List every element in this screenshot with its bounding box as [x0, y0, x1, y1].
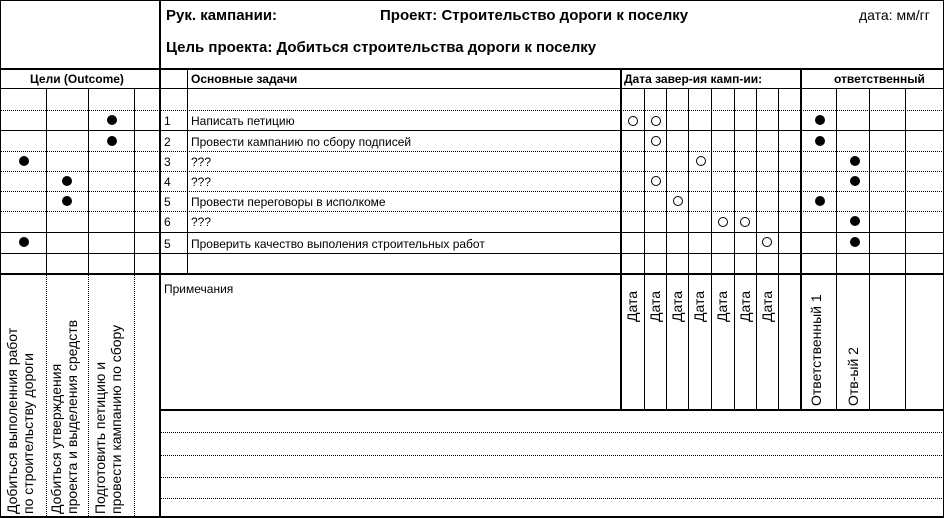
note-line	[160, 477, 944, 478]
task-text: ???	[191, 215, 212, 229]
frame-left	[0, 0, 1, 518]
responsible-marker	[815, 196, 825, 206]
task-number: 1	[164, 114, 171, 128]
date-header: Дата	[737, 290, 753, 322]
task-number: 3	[164, 155, 171, 169]
task-number: 6	[164, 215, 171, 229]
date-block-left	[620, 68, 622, 409]
date-col-line	[778, 88, 779, 409]
row-line	[0, 232, 944, 233]
outcome-label	[48, 320, 80, 514]
task-number: 5	[164, 237, 171, 251]
notes-divider	[160, 409, 944, 411]
date-header: Дата	[669, 290, 685, 322]
outcome-label-line: Подготовить петицию и	[92, 361, 108, 514]
task-num-col-line	[187, 68, 188, 273]
date-marker	[651, 136, 661, 146]
responsible-1-header: Ответственный 1	[808, 294, 824, 406]
outcome-marker	[107, 115, 117, 125]
date-marker	[628, 116, 638, 126]
notes-label: Примечания	[164, 282, 234, 296]
task-text: ???	[191, 155, 212, 169]
date-marker	[718, 217, 728, 227]
responsible-2-header: Отв-ый 2	[845, 347, 861, 406]
outcome-label-line: проекта и выделения средств	[64, 319, 81, 514]
outcome-marker	[19, 156, 29, 166]
date-header: Дата	[624, 290, 640, 322]
note-line	[160, 432, 944, 433]
date-marker	[673, 196, 683, 206]
row-line	[0, 211, 944, 212]
task-number: 2	[164, 135, 171, 149]
left-panel-divider	[159, 0, 161, 518]
outcome-label	[4, 328, 36, 514]
date-header: Дата	[759, 290, 775, 322]
outcome-col-line	[88, 273, 89, 518]
resp-col-line	[905, 88, 906, 409]
date-header: Дата	[714, 290, 730, 322]
outcome-col-line	[134, 273, 135, 518]
resp-col-line	[869, 88, 870, 409]
note-line	[160, 498, 944, 499]
date-col-line	[688, 88, 689, 409]
outcome-label-line: по строительству дороги	[20, 353, 37, 514]
tasks-header: Основные задачи	[191, 72, 298, 86]
task-area-bottom	[0, 273, 944, 275]
responsible-marker	[850, 237, 860, 247]
task-number: 4	[164, 175, 171, 189]
date-marker	[696, 156, 706, 166]
date-col-line	[756, 88, 757, 409]
row-line	[0, 130, 944, 131]
date-block-right	[800, 68, 802, 409]
date-label: дата: мм/гг	[859, 7, 930, 23]
task-text: Написать петицию	[191, 114, 295, 128]
responsible-marker	[850, 156, 860, 166]
responsible-marker	[850, 216, 860, 226]
outcome-col-line	[46, 273, 47, 518]
project-goal: Цель проекта: Добиться строительства дороги к поселку	[166, 39, 597, 56]
frame-right	[943, 0, 944, 518]
outcome-marker	[62, 196, 72, 206]
date-marker	[651, 176, 661, 186]
date-header: Дата	[691, 290, 707, 322]
outcome-label	[92, 325, 124, 514]
outcome-col-line	[134, 88, 135, 273]
responsible-marker	[815, 115, 825, 125]
outcome-marker	[107, 136, 117, 146]
outcome-label-line: провести кампанию по сбору	[108, 324, 125, 514]
note-line	[160, 455, 944, 456]
date-marker	[740, 217, 750, 227]
task-number: 5	[164, 195, 171, 209]
resp-col-line	[836, 88, 837, 409]
outcome-marker	[19, 237, 29, 247]
completion-header: Дата завер-ия камп-ии:	[624, 72, 763, 86]
row-line	[0, 171, 944, 172]
responsible-header: ответственный	[834, 72, 925, 86]
date-col-line	[666, 88, 667, 409]
column-header-divider	[0, 88, 944, 89]
row-line	[0, 110, 944, 111]
date-col-line	[644, 88, 645, 409]
date-marker	[762, 237, 772, 247]
task-text: Провести кампанию по сбору подписей	[191, 135, 412, 149]
frame-top	[0, 0, 944, 1]
date-header: Дата	[647, 290, 663, 322]
project-title: Проект: Строительство дороги к поселку	[380, 7, 689, 24]
date-marker	[651, 116, 661, 126]
campaign-manager-label: Рук. кампании:	[166, 7, 278, 24]
date-col-line	[711, 88, 712, 409]
header-divider	[0, 68, 944, 70]
row-line	[0, 253, 944, 254]
outcome-col-line	[88, 88, 89, 273]
outcome-col-line	[46, 88, 47, 273]
task-text: Проверить качество выполения строительных работ	[191, 237, 485, 251]
outcomes-header: Цели (Outcome)	[30, 72, 124, 86]
task-text: Провести переговоры в исполкоме	[191, 195, 386, 209]
date-col-line	[734, 88, 735, 409]
task-text: ???	[191, 175, 212, 189]
outcome-marker	[62, 176, 72, 186]
row-line	[0, 151, 944, 152]
outcome-label-line: Добиться выполенния работ	[4, 327, 20, 514]
row-line	[0, 191, 944, 192]
responsible-marker	[850, 176, 860, 186]
responsible-marker	[815, 136, 825, 146]
outcome-label-line: Добиться утверждения	[48, 363, 64, 514]
